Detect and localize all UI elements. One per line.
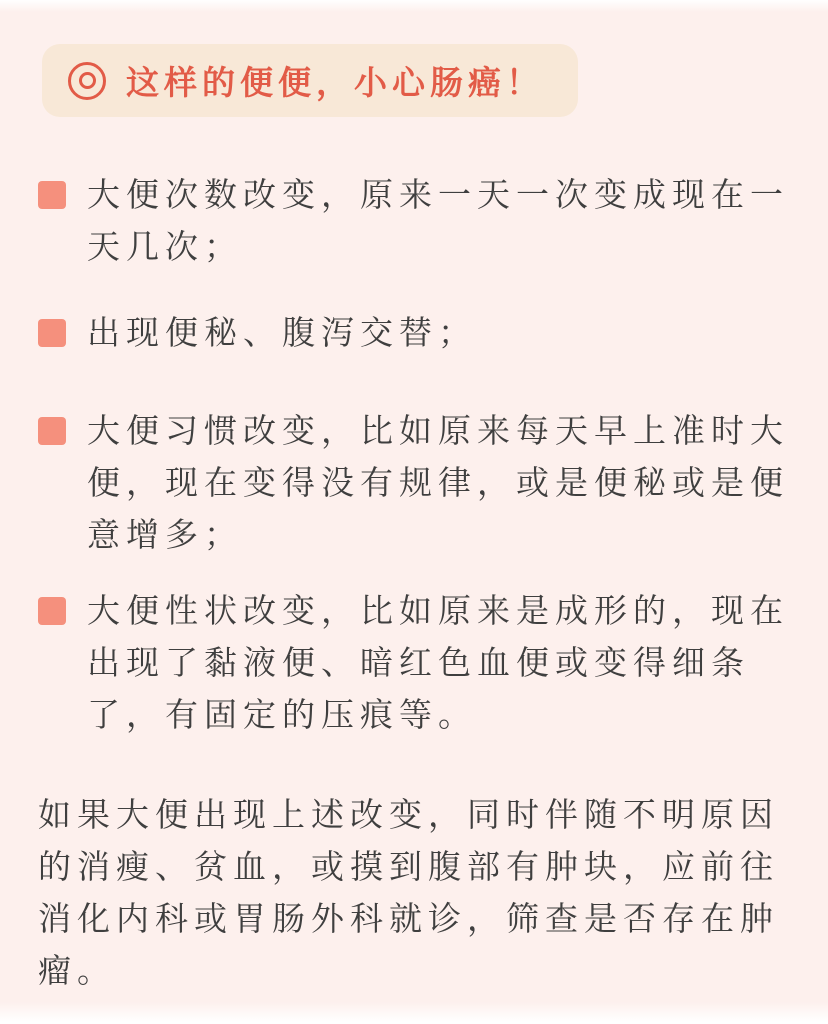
text-line: 便，现在变得没有规律，或是便秘或是便 xyxy=(87,464,789,501)
text-line: 意增多； xyxy=(87,516,243,553)
list-item xyxy=(38,307,790,359)
list-item-text xyxy=(87,169,789,273)
text-line: 的消瘦、贫血，或摸到腹部有肿块，应前往 xyxy=(38,848,779,885)
list-item-text xyxy=(87,585,789,741)
text-line: 了，有固定的压痕等。 xyxy=(87,696,477,733)
text-line: 消化内科或胃肠外科就诊，筛查是否存在肿 xyxy=(38,900,779,937)
section-header-badge xyxy=(42,44,578,117)
text-line: 大便次数改变，原来一天一次变成现在一 xyxy=(87,176,789,213)
list-item xyxy=(38,585,790,741)
list-item-text xyxy=(87,307,477,359)
text-line: 天几次； xyxy=(87,228,243,265)
text-line: 瘤。 xyxy=(38,952,116,989)
text-line: 出现了黏液便、暗红色血便或变得细条 xyxy=(87,644,750,681)
text-line: 大便性状改变，比如原来是成形的，现在 xyxy=(87,592,789,629)
section-title: 这样的便便，小心肠癌！ xyxy=(126,64,544,101)
bullseye-inner-circle xyxy=(79,72,96,89)
text-line: 出现便秘、腹泻交替； xyxy=(87,314,477,351)
text-line: 大便习惯改变，比如原来每天早上准时大 xyxy=(87,412,789,449)
list-item xyxy=(38,169,790,273)
closing-paragraph xyxy=(38,789,790,997)
list-item-text xyxy=(87,405,789,561)
text-line: 如果大便出现上述改变，同时伴随不明原因 xyxy=(38,796,779,833)
bullseye-icon xyxy=(68,62,106,100)
bullet-square-icon xyxy=(38,181,66,209)
bullet-square-icon xyxy=(38,417,66,445)
bullet-square-icon xyxy=(38,597,66,625)
bullet-square-icon xyxy=(38,319,66,347)
list-item xyxy=(38,405,790,561)
